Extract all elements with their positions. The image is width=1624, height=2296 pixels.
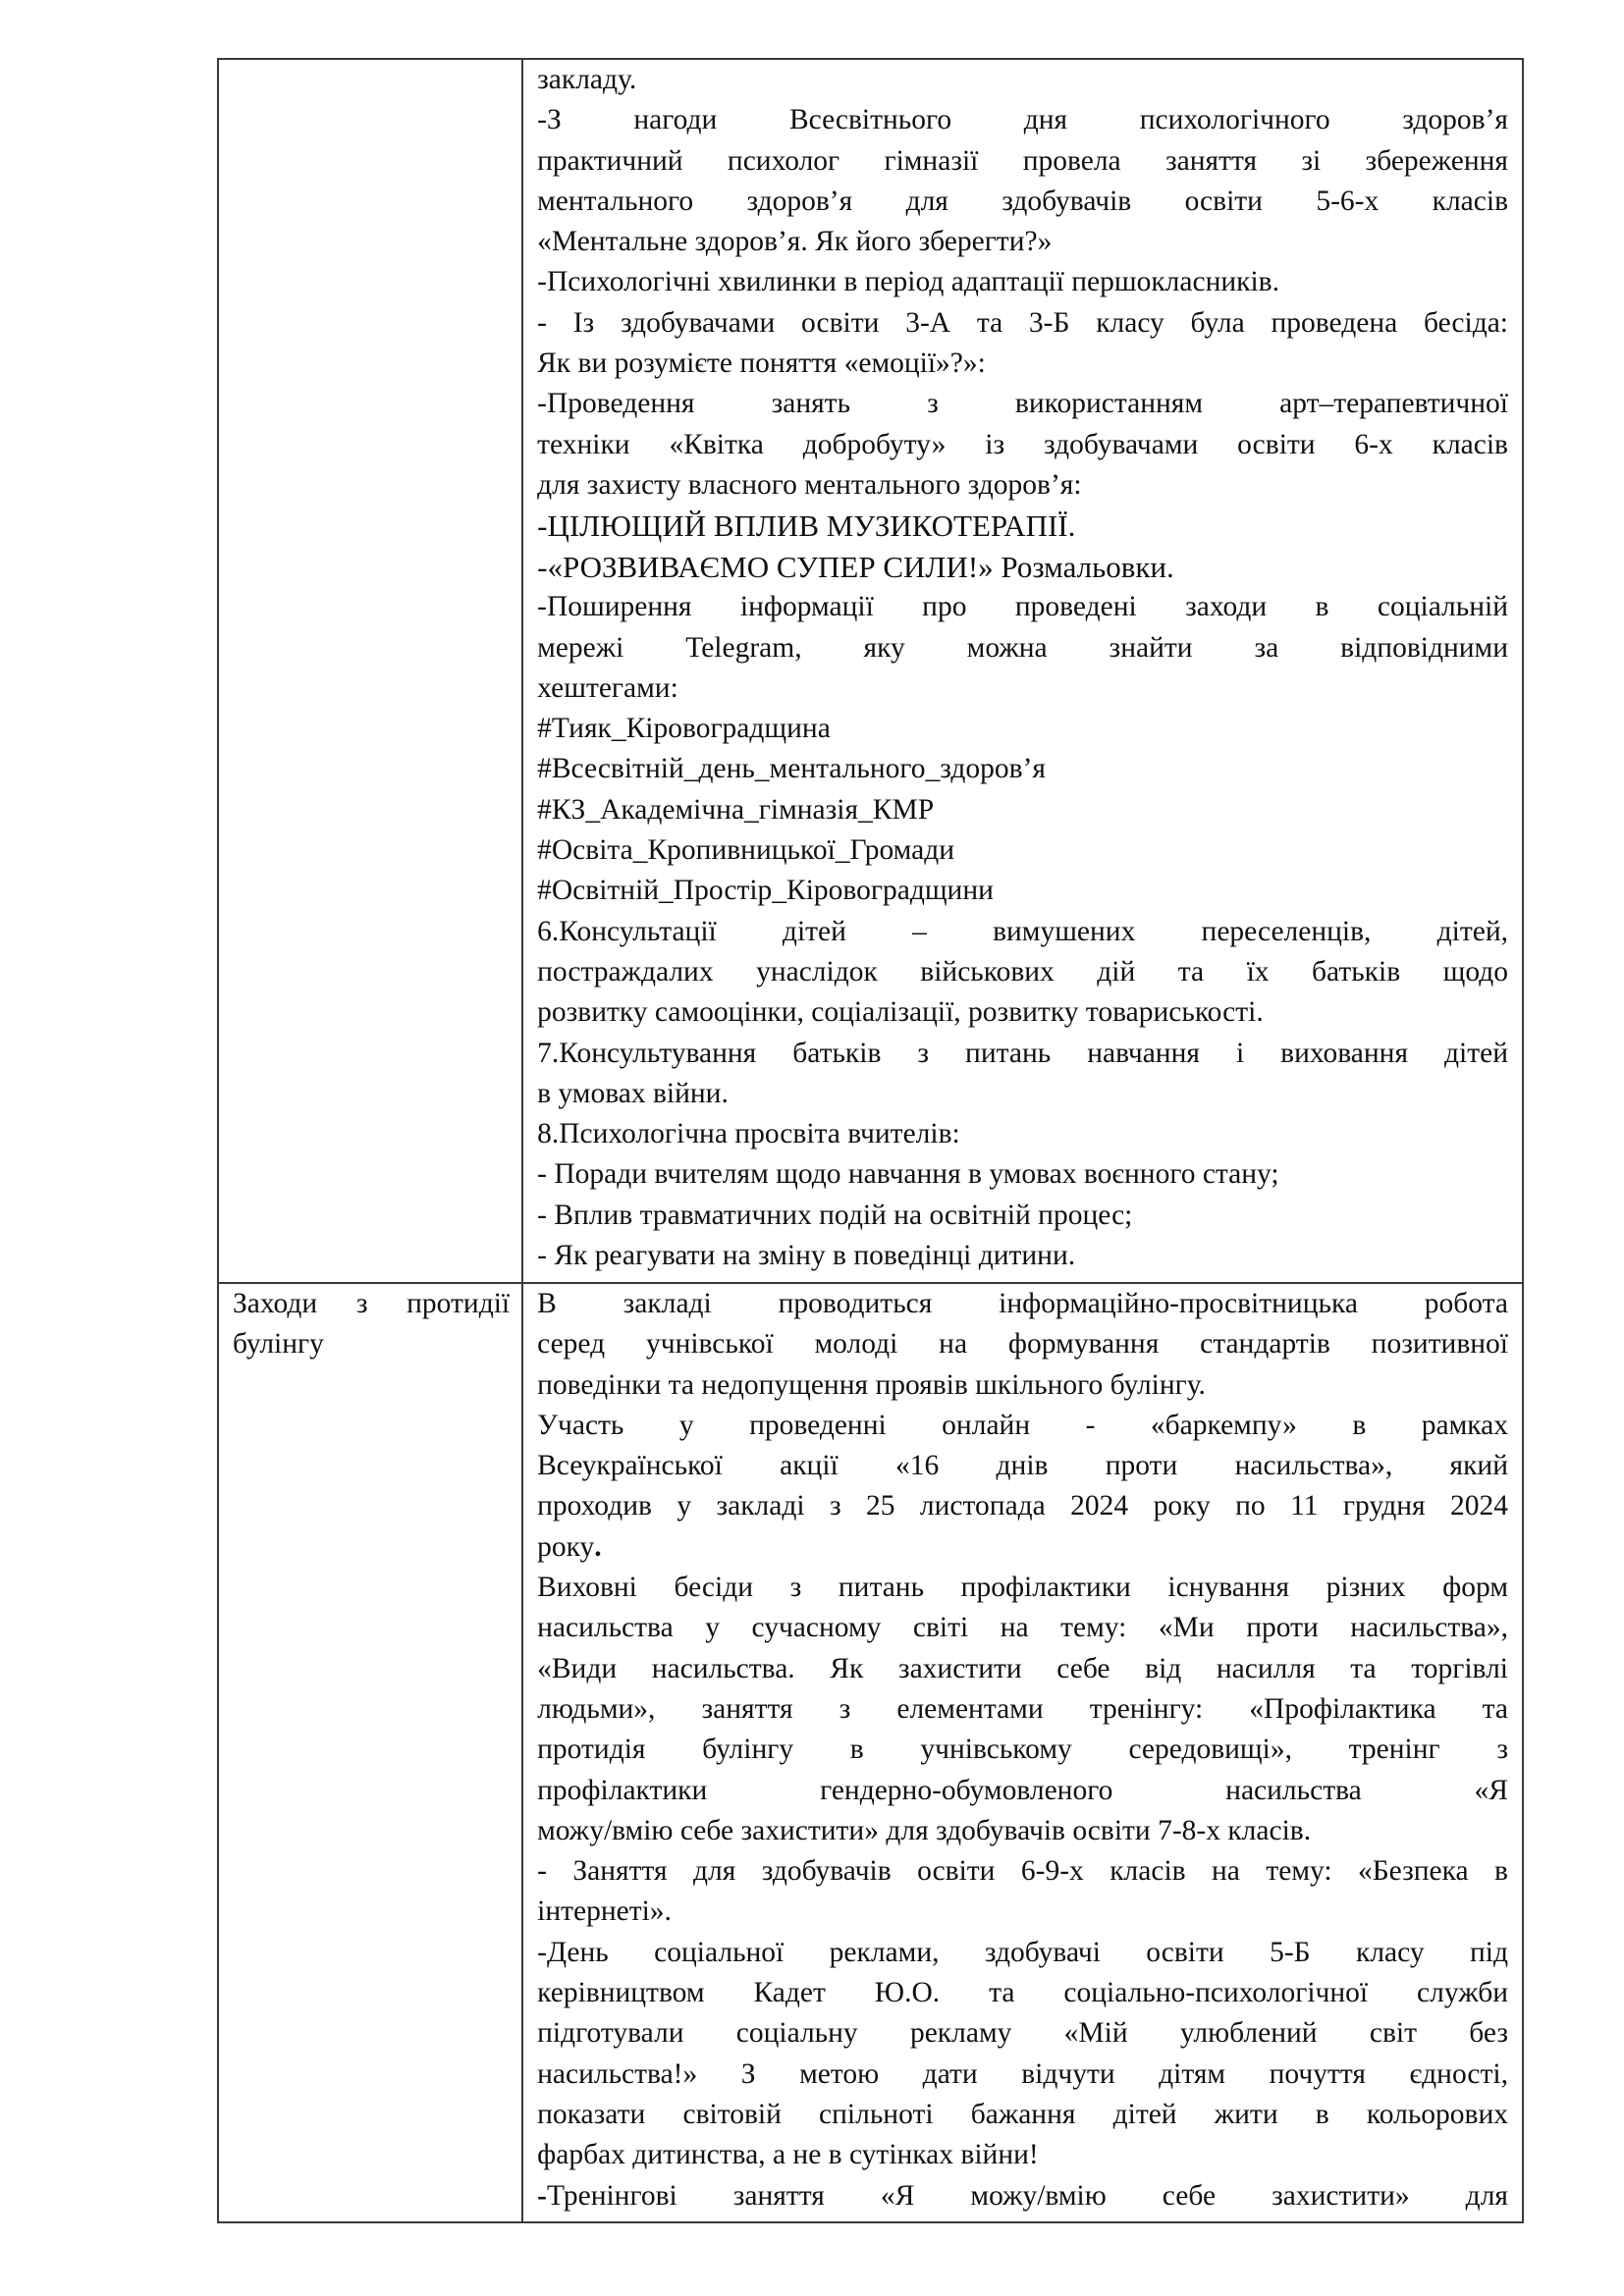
line-text: 8.Психологічна просвіта вчителів: [537, 1118, 960, 1150]
text-line [537, 1811, 1508, 1851]
activities-cell [522, 59, 1523, 1283]
line-text: #Освітній_Простір_Кіровоградщини [537, 875, 994, 907]
text-line [537, 506, 1508, 547]
text-line [537, 871, 1508, 911]
text-line [537, 1154, 1508, 1195]
text-line [537, 790, 1508, 830]
table-row [218, 59, 1523, 1283]
line-text: практичний психолог гімназії провела заняття зі збереження [537, 144, 1508, 177]
line-text: Заходи з протидії [233, 1288, 511, 1319]
line-text: -ЦІЛЮЩИЙ ВПЛИВ МУЗИКОТЕРАПІЇ. [537, 508, 1076, 544]
text-line [537, 1034, 1508, 1074]
line-text: інтернеті». [537, 1896, 672, 1928]
line-text: профілактики гендерно-обумовленого насильства «Я [537, 1774, 1508, 1806]
line-text: #Освіта_Кропивницької_Громади [537, 834, 955, 867]
text-line [537, 992, 1508, 1033]
line-text: серед учнівської молоді на формування стандартів позитивної [537, 1328, 1508, 1361]
line-text: людьми», заняття з елементами тренінгу: «Профілактика та [537, 1692, 1508, 1725]
text-line [537, 1074, 1508, 1114]
text-line [537, 182, 1508, 222]
bold-prefix: - [537, 2179, 547, 2212]
text-line [537, 344, 1508, 384]
line-text: можу/вмію себе захистити» для здобувачів освіти 7-8-х класів. [537, 1814, 1312, 1846]
text-line [537, 952, 1508, 992]
line-text: «Види насильства. Як захистити себе від насилля та торгівлі [537, 1652, 1508, 1684]
text-line [537, 425, 1508, 465]
activities-text [523, 60, 1522, 1276]
line-text: ментального здоров’я для здобувачів освіти 5-6-х класів [537, 185, 1508, 217]
text-line [537, 1236, 1508, 1276]
text-line [537, 1649, 1508, 1689]
text-line [537, 1568, 1508, 1608]
report-table [217, 58, 1524, 2223]
table-row [218, 1283, 1523, 2222]
text-line [537, 1324, 1508, 1364]
text-line [537, 1730, 1508, 1770]
text-line [537, 60, 1508, 100]
line-text: 7.Консультування батьків з питань навчання і виховання дітей [537, 1037, 1508, 1069]
line-text: Всеукраїнської акції «16 днів проти насильства», який [537, 1450, 1508, 1482]
line-text: Тренінгові заняття «Я можу/вмію себе захистити» для [546, 2179, 1508, 2212]
line-text: постраждалих унаслідок військових дій та їх батьків щодо [537, 955, 1508, 988]
text-line [537, 1851, 1508, 1892]
text-line [537, 1446, 1508, 1486]
text-line [537, 100, 1508, 140]
text-line [537, 2135, 1508, 2175]
text-line [537, 222, 1508, 262]
line-text: насильства!» З метою дати відчути дітям почуття єдності, [537, 2057, 1508, 2090]
text-line [537, 262, 1508, 302]
text-line [537, 141, 1508, 182]
text-line [537, 2095, 1508, 2135]
text-line [233, 1324, 510, 1364]
line-text: в умовах війни. [537, 1077, 729, 1109]
line-text: техніки «Квітка добробуту» із здобувачами освіти 6-х класів [537, 428, 1508, 460]
text-line [537, 2013, 1508, 2054]
line-text: - Як реагувати на зміну в поведінці дитини. [537, 1240, 1076, 1272]
line-text: підготували соціальну рекламу «Мій улюблений світ без [537, 2017, 1508, 2050]
line-text: - Вплив травматичних подій на освітній процес; [537, 1199, 1133, 1231]
text-line [537, 1365, 1508, 1406]
line-text: -Проведення занять з використанням арт–терапевтичної [537, 388, 1508, 420]
text-line [537, 303, 1508, 344]
line-text: В закладі проводиться інформаційно-просвітницька робота [537, 1288, 1508, 1319]
line-text: показати світовій спільноті бажання дітей жити в кольорових [537, 2098, 1508, 2130]
line-text: насильства у сучасному світі на тему: «Ми проти насильства», [537, 1612, 1508, 1644]
line-text: #КЗ_Академічна_гімназія_КМР [537, 793, 935, 826]
text-line [537, 1406, 1508, 1446]
text-line [537, 1114, 1508, 1154]
text-line [537, 1527, 1508, 1568]
line-text: Участь у проведенні онлайн - «баркемпу» в рамках [537, 1409, 1508, 1441]
line-text: року [537, 1530, 595, 1563]
line-text: проходив у закладі з 25 листопада 2024 року по 11 грудня 2024 [537, 1490, 1508, 1522]
line-text: 6.Консультації дітей – вимушених переселенців, дітей, [537, 915, 1508, 947]
text-line [537, 2176, 1508, 2216]
text-line [537, 2055, 1508, 2095]
line-text: для захисту власного ментального здоров’я: [537, 468, 1082, 501]
bold-suffix: . [594, 1530, 602, 1563]
line-text: розвитку самооцінки, соціалізації, розвитку товариськості. [537, 996, 1264, 1029]
text-line [537, 1689, 1508, 1730]
line-text: -Поширення інформації про проведені заходи в соціальній [537, 591, 1508, 623]
text-line [537, 1608, 1508, 1648]
text-line [537, 1892, 1508, 1932]
text-line [537, 547, 1508, 588]
line-text: -День соціальної реклами, здобувачі освіти 5-Б класу під [537, 1936, 1508, 1968]
line-text: #Тияк_Кіровоградщина [537, 713, 831, 745]
line-text: «Ментальне здоров’я. Як його зберегти?» [537, 226, 1053, 258]
text-line [537, 587, 1508, 627]
line-text: -«РОЗВИВАЄМО СУПЕР СИЛИ!» Розмальовки. [537, 549, 1174, 584]
text-line [537, 749, 1508, 789]
text-line [537, 384, 1508, 424]
line-text: мережі Telegram, яку можна знайти за відповідними [537, 631, 1508, 664]
text-line [537, 1933, 1508, 1973]
line-text: булінгу [233, 1328, 324, 1361]
text-line [537, 830, 1508, 871]
text-line [537, 912, 1508, 952]
line-text: -З нагоди Всесвітнього дня психологічного здоров’я [537, 104, 1508, 136]
text-line [537, 1973, 1508, 2013]
line-text: -Психологічні хвилинки в період адаптації першокласників. [537, 266, 1279, 298]
line-text: поведінки та недопущення проявів шкільного булінгу. [537, 1368, 1206, 1401]
line-text: Як ви розумієте поняття «емоції»?»: [537, 347, 986, 380]
text-line [537, 628, 1508, 668]
line-text: #Всесвітній_день_ментального_здоров’я [537, 753, 1046, 785]
line-text: закладу. [537, 64, 637, 95]
text-line [537, 1486, 1508, 1526]
text-line [233, 1284, 510, 1324]
line-text: протидія булінгу в учнівському середовищі», тренінг з [537, 1734, 1508, 1766]
text-line [537, 1771, 1508, 1811]
line-text: - Поради вчителям щодо навчання в умовах воєнного стану; [537, 1158, 1279, 1191]
activities-text [523, 1284, 1522, 2216]
text-line [537, 1284, 1508, 1324]
line-text: хештегами: [537, 671, 678, 704]
category-cell [218, 1283, 522, 2222]
line-text: - Заняття для здобувачів освіти 6-9-х класів на тему: «Безпека в [537, 1855, 1508, 1888]
line-text: керівництвом Кадет Ю.О. та соціально-психологічної служби [537, 1977, 1508, 2009]
category-text [219, 1284, 521, 1365]
line-text: Виховні бесіди з питань профілактики існування різних форм [537, 1572, 1508, 1604]
text-line [537, 709, 1508, 749]
activities-cell [522, 1283, 1523, 2222]
text-line [537, 668, 1508, 709]
category-cell [218, 59, 522, 1283]
line-text: фарбах дитинства, а не в сутінках війни! [537, 2139, 1039, 2171]
text-line [537, 1196, 1508, 1236]
text-line [537, 465, 1508, 506]
line-text: - Із здобувачами освіти 3-А та 3-Б класу була проведена бесіда: [537, 306, 1508, 339]
